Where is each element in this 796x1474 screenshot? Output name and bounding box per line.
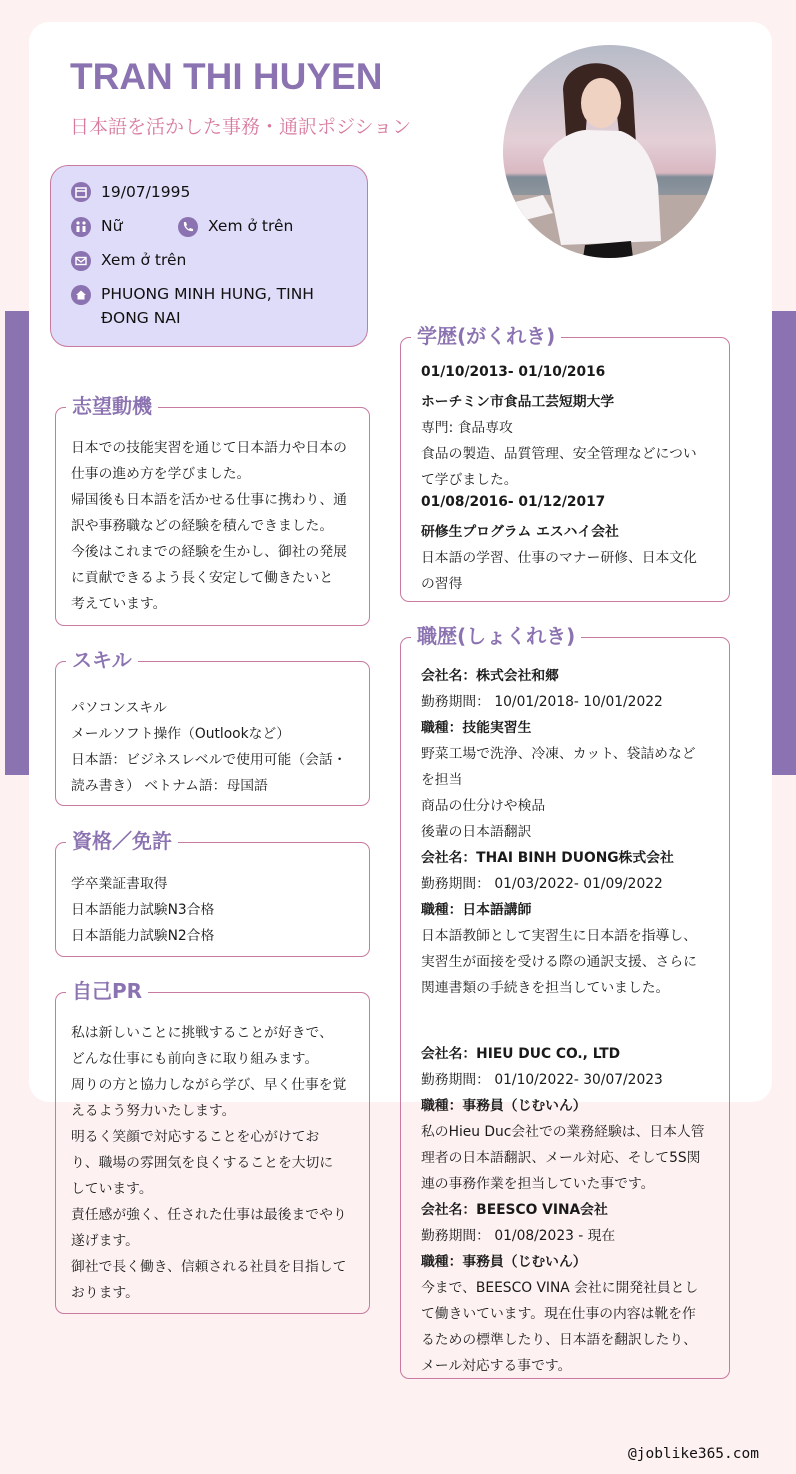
text-line: メール対応する事です。: [421, 1358, 572, 1374]
text-line: 勤務期間： 10/01/2018- 10/01/2022: [421, 694, 663, 710]
text-line: 訳や事務職などの経験を積んできました。: [71, 518, 334, 534]
home-icon: [71, 285, 91, 305]
text-line: 今後はこれまでの経験を生かし、御社の発展: [71, 544, 347, 560]
left-accent-band: [5, 311, 29, 775]
text-line: 会社名：THAI BINH DUONG株式会社: [421, 850, 674, 866]
text-line: 会社名：株式会社和郷: [421, 668, 559, 684]
gender: Nữ: [101, 217, 123, 235]
text-line: 勤務期間： 01/08/2023 - 現在: [421, 1228, 616, 1244]
text-line: 読み書き） ベトナム語：母国語: [71, 778, 268, 794]
text-line: 連の事務作業を担当していた事です。: [421, 1176, 655, 1192]
footer-handle: @joblike365.com: [628, 1446, 759, 1462]
text-line: パソコンスキル: [71, 700, 167, 716]
right-accent-band: [772, 311, 796, 775]
licenses-title: 資格／免許: [66, 826, 178, 856]
text-line: 後輩の日本語翻訳: [421, 824, 532, 840]
text-line: 職種：技能実習生: [421, 720, 532, 736]
candidate-name: TRAN THI HUYEN: [70, 56, 383, 97]
text-line: しています。: [71, 1181, 153, 1197]
position-subtitle: 日本語を活かした事務・通訳ポジション: [70, 116, 412, 138]
text-line: 01/08/2016- 01/12/2017: [421, 494, 606, 510]
phone: Xem ở trên: [208, 217, 294, 235]
text-line: 私のHieu Duc会社での業務経験は、日本人管: [421, 1124, 705, 1140]
work-title: 職歴(しょくれき): [411, 621, 581, 651]
calendar-icon: [71, 182, 91, 202]
work-section: [400, 624, 730, 1379]
text-line: 周りの方と協力しながら学び、早く仕事を覚: [71, 1077, 347, 1093]
text-line: り、職場の雰囲気を良くすることを大切に: [71, 1155, 334, 1171]
text-line: 野菜工場で洗浄、冷凍、カット、袋詰めなど: [421, 746, 696, 762]
text-line: 日本語：ビジネスレベルで使用可能（会話・: [71, 752, 347, 768]
text-line: 勤務期間： 01/10/2022- 30/07/2023: [421, 1072, 663, 1088]
text-line: 専門: 食品専攻: [421, 420, 513, 436]
text-line: 理者の日本語翻訳、メール対応、そして5S関: [421, 1150, 701, 1166]
education-title: 学歴(がくれき): [411, 321, 561, 351]
text-line: 仕事の進め方を学びました。: [71, 466, 251, 482]
text-line: 職種：事務員（じむいん）: [421, 1098, 587, 1114]
text-line: 商品の仕分けや検品: [421, 798, 546, 814]
text-line: 食品の製造、品質管理、安全管理などについ: [421, 446, 697, 462]
text-line: ホーチミン市食品工芸短期大学: [421, 394, 615, 410]
text-line: おります。: [71, 1285, 139, 1301]
text-line: 帰国後も日本語を活かせる仕事に携わり、通: [71, 492, 347, 508]
text-line: るための標準したり、日本語を翻訳したり、: [421, 1332, 697, 1348]
motivation-title: 志望動機: [66, 391, 158, 421]
birthdate: 19/07/1995: [101, 183, 191, 201]
text-line: 今まで、BEESCO VINA 会社に開発社員とし: [421, 1280, 699, 1296]
text-line: メールソフト操作（Outlookなど）: [71, 726, 291, 742]
text-line: 実習生が面接を受ける際の通訳支援、さらに: [421, 954, 697, 970]
text-line: 日本での技能実習を通じて日本語力や日本の: [71, 440, 347, 456]
mail-icon: [71, 251, 91, 271]
text-line: 日本語能力試験N3合格: [71, 902, 215, 918]
text-line: 日本語能力試験N2合格: [71, 928, 215, 944]
text-line: 日本語教師として実習生に日本語を指導し、: [421, 928, 697, 944]
text-line: 私は新しいことに挑戦することが好きで、: [71, 1025, 333, 1041]
text-line: どんな仕事にも前向きに取り組みます。: [71, 1051, 319, 1067]
phone-icon: [178, 217, 198, 237]
education-section: [400, 324, 730, 602]
text-line: を担当: [421, 772, 463, 788]
text-line: 考えています。: [71, 596, 167, 612]
self-pr-section: [55, 979, 370, 1314]
text-line: て働きいています。現在仕事の内容は靴を作: [421, 1306, 696, 1322]
text-line: 責任感が強く、任された仕事は最後までやり: [71, 1207, 347, 1223]
email: Xem ở trên: [101, 251, 187, 269]
text-line: 職種：事務員（じむいん）: [421, 1254, 587, 1270]
text-line: て学びました。: [421, 472, 518, 488]
text-line: 研修生プログラム エスハイ会社: [421, 524, 619, 540]
licenses-section: [55, 829, 370, 957]
text-line: 御社で長く働き、信頼される社員を目指して: [71, 1259, 347, 1275]
skills-title: スキル: [66, 645, 138, 675]
text-line: 会社名：BEESCO VINA会社: [421, 1202, 608, 1218]
text-line: 01/10/2013- 01/10/2016: [421, 364, 606, 380]
text-line: に貢献できるよう長く安定して働きたいと: [71, 570, 334, 586]
profile-photo: [503, 45, 716, 258]
text-line: えるよう努力いたします。: [71, 1103, 236, 1119]
address-line-2: ĐONG NAI: [101, 309, 181, 327]
text-line: の習得: [421, 576, 463, 592]
text-line: 会社名：HIEU DUC CO., LTD: [421, 1046, 621, 1062]
motivation-section: [55, 394, 370, 626]
text-line: 関連書類の手続きを担当していました。: [421, 980, 670, 996]
text-line: 職種：日本語講師: [421, 902, 532, 918]
text-line: 日本語の学習、仕事のマナー研修、日本文化: [421, 550, 697, 566]
self-pr-title: 自己PR: [66, 976, 148, 1006]
skills-section: [55, 648, 370, 806]
text-line: 明るく笑顔で対応することを心がけてお: [71, 1129, 320, 1145]
gender-icon: [71, 217, 91, 237]
personal-info-panel: [50, 165, 368, 347]
text-line: 学卒業証書取得: [71, 876, 168, 892]
address-line-1: PHUONG MINH HUNG, TINH: [101, 285, 314, 303]
text-line: 遂げます。: [71, 1233, 139, 1249]
text-line: 勤務期間： 01/03/2022- 01/09/2022: [421, 876, 663, 892]
